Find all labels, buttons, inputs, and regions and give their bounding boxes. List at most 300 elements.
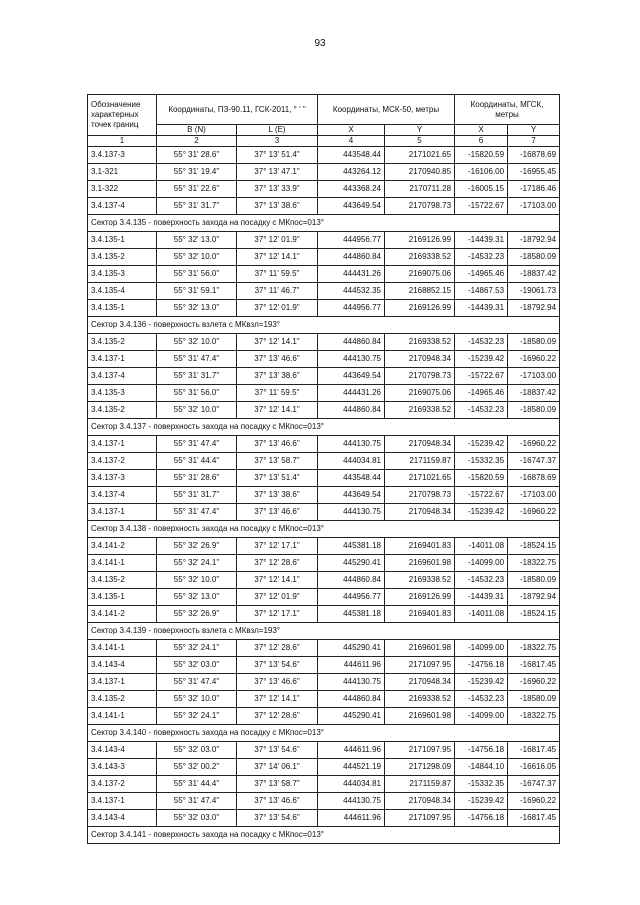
msk-x-cell: 443368.24 bbox=[318, 181, 385, 198]
sector-title: Сектор 3.4.136 - поверхность взлета с МКвзл=193° bbox=[88, 317, 560, 334]
mgsk-y-cell: -18524.15 bbox=[508, 538, 560, 555]
mgsk-x-cell: -14099.00 bbox=[455, 708, 508, 725]
msk-y-cell: 2170711.28 bbox=[385, 181, 455, 198]
point-id-cell: 3.1-322 bbox=[88, 181, 157, 198]
mgsk-x-cell: -16106.00 bbox=[455, 164, 508, 181]
sector-title: Сектор 3.4.137 - поверхность захода на посадку с МКпос=013° bbox=[88, 419, 560, 436]
point-id-cell: 3.4.135-2 bbox=[88, 334, 157, 351]
point-id-cell: 3.4.135-3 bbox=[88, 385, 157, 402]
latitude-cell: 55° 31' 31.7" bbox=[157, 487, 237, 504]
mgsk-x-cell: -15332.35 bbox=[455, 453, 508, 470]
sector-row bbox=[88, 827, 560, 844]
table-row bbox=[88, 640, 560, 657]
column-number: 5 bbox=[385, 136, 455, 147]
msk-y-cell: 2169601.98 bbox=[385, 640, 455, 657]
mgsk-x-cell: -15722.67 bbox=[455, 198, 508, 215]
point-id-cell: 3.4.141-1 bbox=[88, 555, 157, 572]
point-id-cell: 3.4.135-1 bbox=[88, 300, 157, 317]
msk-x-cell: 445290.41 bbox=[318, 708, 385, 725]
msk-y-cell: 2169601.98 bbox=[385, 555, 455, 572]
latitude-cell: 55° 32' 24.1" bbox=[157, 640, 237, 657]
longitude-cell: 37° 12' 28.6" bbox=[237, 708, 318, 725]
longitude-cell: 37° 12' 01.9" bbox=[237, 232, 318, 249]
table-row bbox=[88, 793, 560, 810]
latitude-cell: 55° 31' 59.1" bbox=[157, 283, 237, 300]
mgsk-x-cell: -15820.59 bbox=[455, 147, 508, 164]
mgsk-x-cell: -14011.08 bbox=[455, 538, 508, 555]
sector-row bbox=[88, 215, 560, 232]
mgsk-x-cell: -16005.15 bbox=[455, 181, 508, 198]
latitude-cell: 55° 32' 13.0" bbox=[157, 232, 237, 249]
msk-y-cell: 2170948.34 bbox=[385, 504, 455, 521]
latitude-cell: 55° 32' 13.0" bbox=[157, 589, 237, 606]
latitude-cell: 55° 32' 00.2" bbox=[157, 759, 237, 776]
mgsk-x-cell: -14439.31 bbox=[455, 232, 508, 249]
header-mgsk-coordinates: Координаты, МГСК, метры bbox=[455, 95, 560, 125]
header-mgsk-y: Y bbox=[508, 125, 560, 136]
mgsk-y-cell: -18792.94 bbox=[508, 300, 560, 317]
point-id-cell: 3.4.135-2 bbox=[88, 572, 157, 589]
latitude-cell: 55° 31' 28.6" bbox=[157, 147, 237, 164]
mgsk-x-cell: -14965.46 bbox=[455, 385, 508, 402]
msk-y-cell: 2171097.95 bbox=[385, 810, 455, 827]
longitude-cell: 37° 13' 46.6" bbox=[237, 504, 318, 521]
msk-y-cell: 2169338.52 bbox=[385, 691, 455, 708]
mgsk-x-cell: -15332.35 bbox=[455, 776, 508, 793]
msk-x-cell: 444130.75 bbox=[318, 674, 385, 691]
point-id-cell: 3.4.137-3 bbox=[88, 470, 157, 487]
longitude-cell: 37° 13' 54.6" bbox=[237, 657, 318, 674]
msk-x-cell: 444860.84 bbox=[318, 249, 385, 266]
latitude-cell: 55° 31' 44.4" bbox=[157, 453, 237, 470]
longitude-cell: 37° 13' 33.9" bbox=[237, 181, 318, 198]
msk-x-cell: 445381.18 bbox=[318, 538, 385, 555]
latitude-cell: 55° 32' 10.0" bbox=[157, 691, 237, 708]
msk-y-cell: 2171021.65 bbox=[385, 147, 455, 164]
latitude-cell: 55° 32' 10.0" bbox=[157, 402, 237, 419]
longitude-cell: 37° 12' 14.1" bbox=[237, 249, 318, 266]
msk-x-cell: 444130.75 bbox=[318, 351, 385, 368]
mgsk-y-cell: -16817.45 bbox=[508, 742, 560, 759]
mgsk-x-cell: -14099.00 bbox=[455, 555, 508, 572]
msk-y-cell: 2171298.09 bbox=[385, 759, 455, 776]
msk-y-cell: 2169401.83 bbox=[385, 606, 455, 623]
longitude-cell: 37° 12' 14.1" bbox=[237, 402, 318, 419]
point-id-cell: 3.4.135-3 bbox=[88, 266, 157, 283]
longitude-cell: 37° 13' 38.6" bbox=[237, 368, 318, 385]
longitude-cell: 37° 12' 28.6" bbox=[237, 640, 318, 657]
longitude-cell: 37° 13' 38.6" bbox=[237, 487, 318, 504]
table-body bbox=[88, 147, 560, 844]
mgsk-x-cell: -14532.23 bbox=[455, 402, 508, 419]
mgsk-y-cell: -16960.22 bbox=[508, 674, 560, 691]
header-msk50-coordinates: Координаты, МСК-50, метры bbox=[318, 95, 455, 125]
msk-x-cell: 444611.96 bbox=[318, 810, 385, 827]
msk-x-cell: 443264.12 bbox=[318, 164, 385, 181]
longitude-cell: 37° 13' 51.4" bbox=[237, 147, 318, 164]
table-row bbox=[88, 436, 560, 453]
mgsk-y-cell: -18580.09 bbox=[508, 572, 560, 589]
table-row bbox=[88, 147, 560, 164]
latitude-cell: 55° 31' 44.4" bbox=[157, 776, 237, 793]
mgsk-y-cell: -16960.22 bbox=[508, 351, 560, 368]
table-row bbox=[88, 657, 560, 674]
point-id-cell: 3.4.135-2 bbox=[88, 402, 157, 419]
longitude-cell: 37° 13' 51.4" bbox=[237, 470, 318, 487]
msk-x-cell: 444130.75 bbox=[318, 436, 385, 453]
latitude-cell: 55° 31' 22.6" bbox=[157, 181, 237, 198]
msk-x-cell: 444130.75 bbox=[318, 504, 385, 521]
longitude-cell: 37° 13' 46.6" bbox=[237, 436, 318, 453]
latitude-cell: 55° 32' 10.0" bbox=[157, 249, 237, 266]
longitude-cell: 37° 11' 46.7" bbox=[237, 283, 318, 300]
point-id-cell: 3.4.143-3 bbox=[88, 759, 157, 776]
latitude-cell: 55° 31' 56.0" bbox=[157, 385, 237, 402]
mgsk-x-cell: -14011.08 bbox=[455, 606, 508, 623]
point-id-cell: 3.4.141-2 bbox=[88, 538, 157, 555]
msk-x-cell: 443649.54 bbox=[318, 487, 385, 504]
longitude-cell: 37° 11' 59.5" bbox=[237, 385, 318, 402]
msk-x-cell: 444431.26 bbox=[318, 385, 385, 402]
msk-y-cell: 2169338.52 bbox=[385, 334, 455, 351]
mgsk-y-cell: -18524.15 bbox=[508, 606, 560, 623]
latitude-cell: 55° 31' 47.4" bbox=[157, 504, 237, 521]
column-number: 7 bbox=[508, 136, 560, 147]
latitude-cell: 55° 31' 56.0" bbox=[157, 266, 237, 283]
msk-x-cell: 443548.44 bbox=[318, 147, 385, 164]
mgsk-y-cell: -17103.00 bbox=[508, 487, 560, 504]
msk-x-cell: 445290.41 bbox=[318, 640, 385, 657]
msk-x-cell: 444860.84 bbox=[318, 402, 385, 419]
msk-x-cell: 443548.44 bbox=[318, 470, 385, 487]
sector-row bbox=[88, 725, 560, 742]
mgsk-x-cell: -15239.42 bbox=[455, 504, 508, 521]
latitude-cell: 55° 32' 10.0" bbox=[157, 334, 237, 351]
mgsk-y-cell: -18792.94 bbox=[508, 232, 560, 249]
header-mgsk-x: X bbox=[455, 125, 508, 136]
sector-title: Сектор 3.4.138 - поверхность захода на посадку с МКпос=013° bbox=[88, 521, 560, 538]
coordinates-table bbox=[87, 94, 560, 844]
msk-x-cell: 444521.19 bbox=[318, 759, 385, 776]
msk-x-cell: 444860.84 bbox=[318, 334, 385, 351]
point-id-cell: 3.4.141-1 bbox=[88, 708, 157, 725]
mgsk-y-cell: -16616.05 bbox=[508, 759, 560, 776]
table-row bbox=[88, 759, 560, 776]
longitude-cell: 37° 13' 46.6" bbox=[237, 793, 318, 810]
longitude-cell: 37° 14' 06.1" bbox=[237, 759, 318, 776]
mgsk-x-cell: -15722.67 bbox=[455, 368, 508, 385]
point-id-cell: 3.4.137-2 bbox=[88, 453, 157, 470]
longitude-cell: 37° 12' 14.1" bbox=[237, 572, 318, 589]
sector-title: Сектор 3.4.141 - поверхность захода на посадку с МКпос=013° bbox=[88, 827, 560, 844]
table-row bbox=[88, 572, 560, 589]
msk-x-cell: 444611.96 bbox=[318, 657, 385, 674]
msk-y-cell: 2170940.85 bbox=[385, 164, 455, 181]
column-number: 2 bbox=[157, 136, 237, 147]
longitude-cell: 37° 13' 47.1" bbox=[237, 164, 318, 181]
point-id-cell: 3.4.143-4 bbox=[88, 657, 157, 674]
table-row bbox=[88, 181, 560, 198]
latitude-cell: 55° 31' 31.7" bbox=[157, 198, 237, 215]
msk-y-cell: 2170948.34 bbox=[385, 793, 455, 810]
table-row bbox=[88, 385, 560, 402]
table-row bbox=[88, 453, 560, 470]
latitude-cell: 55° 31' 28.6" bbox=[157, 470, 237, 487]
longitude-cell: 37° 13' 46.6" bbox=[237, 674, 318, 691]
msk-x-cell: 443649.54 bbox=[318, 368, 385, 385]
table-row bbox=[88, 810, 560, 827]
msk-y-cell: 2170948.34 bbox=[385, 674, 455, 691]
point-id-cell: 3.4.137-1 bbox=[88, 793, 157, 810]
mgsk-y-cell: -18837.42 bbox=[508, 385, 560, 402]
header-point-designation: Обозначение характерных точек границ bbox=[88, 95, 157, 136]
mgsk-y-cell: -16747.37 bbox=[508, 453, 560, 470]
msk-x-cell: 444431.26 bbox=[318, 266, 385, 283]
latitude-cell: 55° 32' 13.0" bbox=[157, 300, 237, 317]
table-row bbox=[88, 504, 560, 521]
mgsk-y-cell: -18322.75 bbox=[508, 708, 560, 725]
table-row bbox=[88, 300, 560, 317]
msk-x-cell: 444130.75 bbox=[318, 793, 385, 810]
latitude-cell: 55° 32' 26.9" bbox=[157, 606, 237, 623]
mgsk-x-cell: -14867.53 bbox=[455, 283, 508, 300]
page-number: 93 bbox=[314, 38, 326, 49]
table-row bbox=[88, 232, 560, 249]
mgsk-y-cell: -18580.09 bbox=[508, 691, 560, 708]
msk-y-cell: 2170798.73 bbox=[385, 487, 455, 504]
mgsk-y-cell: -16747.37 bbox=[508, 776, 560, 793]
mgsk-y-cell: -18792.94 bbox=[508, 589, 560, 606]
header-geo-coordinates: Координаты, ПЗ-90.11, ГСК-2011, ° ' " bbox=[157, 95, 318, 125]
point-id-cell: 3.4.135-1 bbox=[88, 589, 157, 606]
msk-x-cell: 445290.41 bbox=[318, 555, 385, 572]
msk-x-cell: 444034.81 bbox=[318, 453, 385, 470]
table-row bbox=[88, 351, 560, 368]
point-id-cell: 3.4.137-2 bbox=[88, 776, 157, 793]
msk-x-cell: 444532.35 bbox=[318, 283, 385, 300]
point-id-cell: 3.4.137-4 bbox=[88, 487, 157, 504]
table-row bbox=[88, 487, 560, 504]
longitude-cell: 37° 12' 14.1" bbox=[237, 691, 318, 708]
latitude-cell: 55° 31' 47.4" bbox=[157, 793, 237, 810]
mgsk-x-cell: -14532.23 bbox=[455, 334, 508, 351]
msk-y-cell: 2169601.98 bbox=[385, 708, 455, 725]
table-row bbox=[88, 470, 560, 487]
point-id-cell: 3.4.137-4 bbox=[88, 198, 157, 215]
header-b-n: B (N) bbox=[157, 125, 237, 136]
latitude-cell: 55° 31' 31.7" bbox=[157, 368, 237, 385]
point-id-cell: 3.4.137-1 bbox=[88, 674, 157, 691]
longitude-cell: 37° 11' 59.5" bbox=[237, 266, 318, 283]
point-id-cell: 3.4.135-4 bbox=[88, 283, 157, 300]
mgsk-y-cell: -17103.00 bbox=[508, 368, 560, 385]
mgsk-x-cell: -14439.31 bbox=[455, 300, 508, 317]
longitude-cell: 37° 12' 01.9" bbox=[237, 589, 318, 606]
latitude-cell: 55° 31' 47.4" bbox=[157, 674, 237, 691]
longitude-cell: 37° 12' 17.1" bbox=[237, 606, 318, 623]
point-id-cell: 3.4.143-4 bbox=[88, 742, 157, 759]
table-row bbox=[88, 266, 560, 283]
latitude-cell: 55° 32' 24.1" bbox=[157, 555, 237, 572]
sector-title: Сектор 3.4.140 - поверхность захода на посадку с МКпос=013° bbox=[88, 725, 560, 742]
longitude-cell: 37° 12' 01.9" bbox=[237, 300, 318, 317]
table-row bbox=[88, 402, 560, 419]
msk-x-cell: 444956.77 bbox=[318, 232, 385, 249]
msk-y-cell: 2171159.87 bbox=[385, 776, 455, 793]
header-msk-y: Y bbox=[385, 125, 455, 136]
point-id-cell: 3.4.137-1 bbox=[88, 351, 157, 368]
latitude-cell: 55° 32' 03.0" bbox=[157, 742, 237, 759]
longitude-cell: 37° 13' 54.6" bbox=[237, 810, 318, 827]
table-row bbox=[88, 674, 560, 691]
point-id-cell: 3.4.135-2 bbox=[88, 249, 157, 266]
msk-y-cell: 2170798.73 bbox=[385, 368, 455, 385]
table-row bbox=[88, 538, 560, 555]
table-row bbox=[88, 606, 560, 623]
mgsk-x-cell: -14099.00 bbox=[455, 640, 508, 657]
msk-y-cell: 2169338.52 bbox=[385, 572, 455, 589]
mgsk-y-cell: -16960.22 bbox=[508, 436, 560, 453]
table-row bbox=[88, 164, 560, 181]
point-id-cell: 3.4.141-1 bbox=[88, 640, 157, 657]
longitude-cell: 37° 12' 14.1" bbox=[237, 334, 318, 351]
msk-x-cell: 444611.96 bbox=[318, 742, 385, 759]
mgsk-x-cell: -14844.10 bbox=[455, 759, 508, 776]
table-row bbox=[88, 334, 560, 351]
latitude-cell: 55° 32' 10.0" bbox=[157, 572, 237, 589]
mgsk-x-cell: -14756.18 bbox=[455, 742, 508, 759]
header-msk-x: X bbox=[318, 125, 385, 136]
mgsk-x-cell: -14532.23 bbox=[455, 691, 508, 708]
point-id-cell: 3.4.137-4 bbox=[88, 368, 157, 385]
mgsk-y-cell: -18580.09 bbox=[508, 402, 560, 419]
msk-y-cell: 2169338.52 bbox=[385, 402, 455, 419]
column-number: 4 bbox=[318, 136, 385, 147]
sector-row bbox=[88, 419, 560, 436]
msk-y-cell: 2170948.34 bbox=[385, 436, 455, 453]
mgsk-y-cell: -18580.09 bbox=[508, 249, 560, 266]
msk-y-cell: 2169075.06 bbox=[385, 266, 455, 283]
sector-row bbox=[88, 317, 560, 334]
msk-x-cell: 445381.18 bbox=[318, 606, 385, 623]
table-row bbox=[88, 708, 560, 725]
latitude-cell: 55° 32' 03.0" bbox=[157, 657, 237, 674]
msk-y-cell: 2169126.99 bbox=[385, 232, 455, 249]
mgsk-y-cell: -16878.69 bbox=[508, 470, 560, 487]
mgsk-x-cell: -14965.46 bbox=[455, 266, 508, 283]
msk-x-cell: 443649.54 bbox=[318, 198, 385, 215]
column-number: 3 bbox=[237, 136, 318, 147]
longitude-cell: 37° 12' 17.1" bbox=[237, 538, 318, 555]
mgsk-y-cell: -18580.09 bbox=[508, 334, 560, 351]
table-row bbox=[88, 589, 560, 606]
msk-y-cell: 2170948.34 bbox=[385, 351, 455, 368]
latitude-cell: 55° 31' 19.4" bbox=[157, 164, 237, 181]
point-id-cell: 3.4.137-1 bbox=[88, 504, 157, 521]
msk-x-cell: 444034.81 bbox=[318, 776, 385, 793]
table-row bbox=[88, 249, 560, 266]
table-row bbox=[88, 555, 560, 572]
point-id-cell: 3.4.141-2 bbox=[88, 606, 157, 623]
msk-y-cell: 2170798.73 bbox=[385, 198, 455, 215]
msk-y-cell: 2169126.99 bbox=[385, 589, 455, 606]
mgsk-x-cell: -14756.18 bbox=[455, 810, 508, 827]
mgsk-y-cell: -16878.69 bbox=[508, 147, 560, 164]
mgsk-y-cell: -17103.00 bbox=[508, 198, 560, 215]
column-number: 6 bbox=[455, 136, 508, 147]
mgsk-y-cell: -16817.45 bbox=[508, 657, 560, 674]
sector-row bbox=[88, 521, 560, 538]
sector-title: Сектор 3.4.139 - поверхность взлета с МКвзл=193° bbox=[88, 623, 560, 640]
sector-row bbox=[88, 623, 560, 640]
msk-y-cell: 2169126.99 bbox=[385, 300, 455, 317]
latitude-cell: 55° 32' 26.9" bbox=[157, 538, 237, 555]
msk-y-cell: 2169401.83 bbox=[385, 538, 455, 555]
header-l-e: L (E) bbox=[237, 125, 318, 136]
longitude-cell: 37° 13' 54.6" bbox=[237, 742, 318, 759]
mgsk-y-cell: -16960.22 bbox=[508, 504, 560, 521]
point-id-cell: 3.4.137-3 bbox=[88, 147, 157, 164]
mgsk-x-cell: -15239.42 bbox=[455, 674, 508, 691]
msk-x-cell: 444860.84 bbox=[318, 572, 385, 589]
longitude-cell: 37° 13' 58.7" bbox=[237, 776, 318, 793]
mgsk-y-cell: -16817.45 bbox=[508, 810, 560, 827]
column-number: 1 bbox=[88, 136, 157, 147]
table-row bbox=[88, 742, 560, 759]
longitude-cell: 37° 13' 58.7" bbox=[237, 453, 318, 470]
point-id-cell: 3.1-321 bbox=[88, 164, 157, 181]
mgsk-x-cell: -15820.59 bbox=[455, 470, 508, 487]
latitude-cell: 55° 31' 47.4" bbox=[157, 351, 237, 368]
mgsk-x-cell: -14439.31 bbox=[455, 589, 508, 606]
point-id-cell: 3.4.135-2 bbox=[88, 691, 157, 708]
table-row bbox=[88, 368, 560, 385]
msk-y-cell: 2168852.15 bbox=[385, 283, 455, 300]
latitude-cell: 55° 32' 03.0" bbox=[157, 810, 237, 827]
mgsk-y-cell: -19061.73 bbox=[508, 283, 560, 300]
longitude-cell: 37° 13' 46.6" bbox=[237, 351, 318, 368]
msk-y-cell: 2171097.95 bbox=[385, 742, 455, 759]
mgsk-x-cell: -15239.42 bbox=[455, 793, 508, 810]
msk-y-cell: 2171159.87 bbox=[385, 453, 455, 470]
msk-x-cell: 444956.77 bbox=[318, 589, 385, 606]
longitude-cell: 37° 13' 38.6" bbox=[237, 198, 318, 215]
msk-x-cell: 444860.84 bbox=[318, 691, 385, 708]
mgsk-y-cell: -16955.45 bbox=[508, 164, 560, 181]
mgsk-x-cell: -14532.23 bbox=[455, 572, 508, 589]
table-row bbox=[88, 198, 560, 215]
msk-y-cell: 2169338.52 bbox=[385, 249, 455, 266]
mgsk-y-cell: -18322.75 bbox=[508, 640, 560, 657]
point-id-cell: 3.4.135-1 bbox=[88, 232, 157, 249]
table-row bbox=[88, 283, 560, 300]
mgsk-y-cell: -17186.46 bbox=[508, 181, 560, 198]
msk-y-cell: 2169075.06 bbox=[385, 385, 455, 402]
point-id-cell: 3.4.137-1 bbox=[88, 436, 157, 453]
latitude-cell: 55° 32' 24.1" bbox=[157, 708, 237, 725]
mgsk-x-cell: -14532.23 bbox=[455, 249, 508, 266]
msk-x-cell: 444956.77 bbox=[318, 300, 385, 317]
mgsk-y-cell: -18837.42 bbox=[508, 266, 560, 283]
table-row bbox=[88, 776, 560, 793]
table-row bbox=[88, 691, 560, 708]
latitude-cell: 55° 31' 47.4" bbox=[157, 436, 237, 453]
mgsk-x-cell: -15722.67 bbox=[455, 487, 508, 504]
sector-title: Сектор 3.4.135 - поверхность захода на посадку с МКпос=013° bbox=[88, 215, 560, 232]
longitude-cell: 37° 12' 28.6" bbox=[237, 555, 318, 572]
mgsk-x-cell: -14756.18 bbox=[455, 657, 508, 674]
point-id-cell: 3.4.143-4 bbox=[88, 810, 157, 827]
